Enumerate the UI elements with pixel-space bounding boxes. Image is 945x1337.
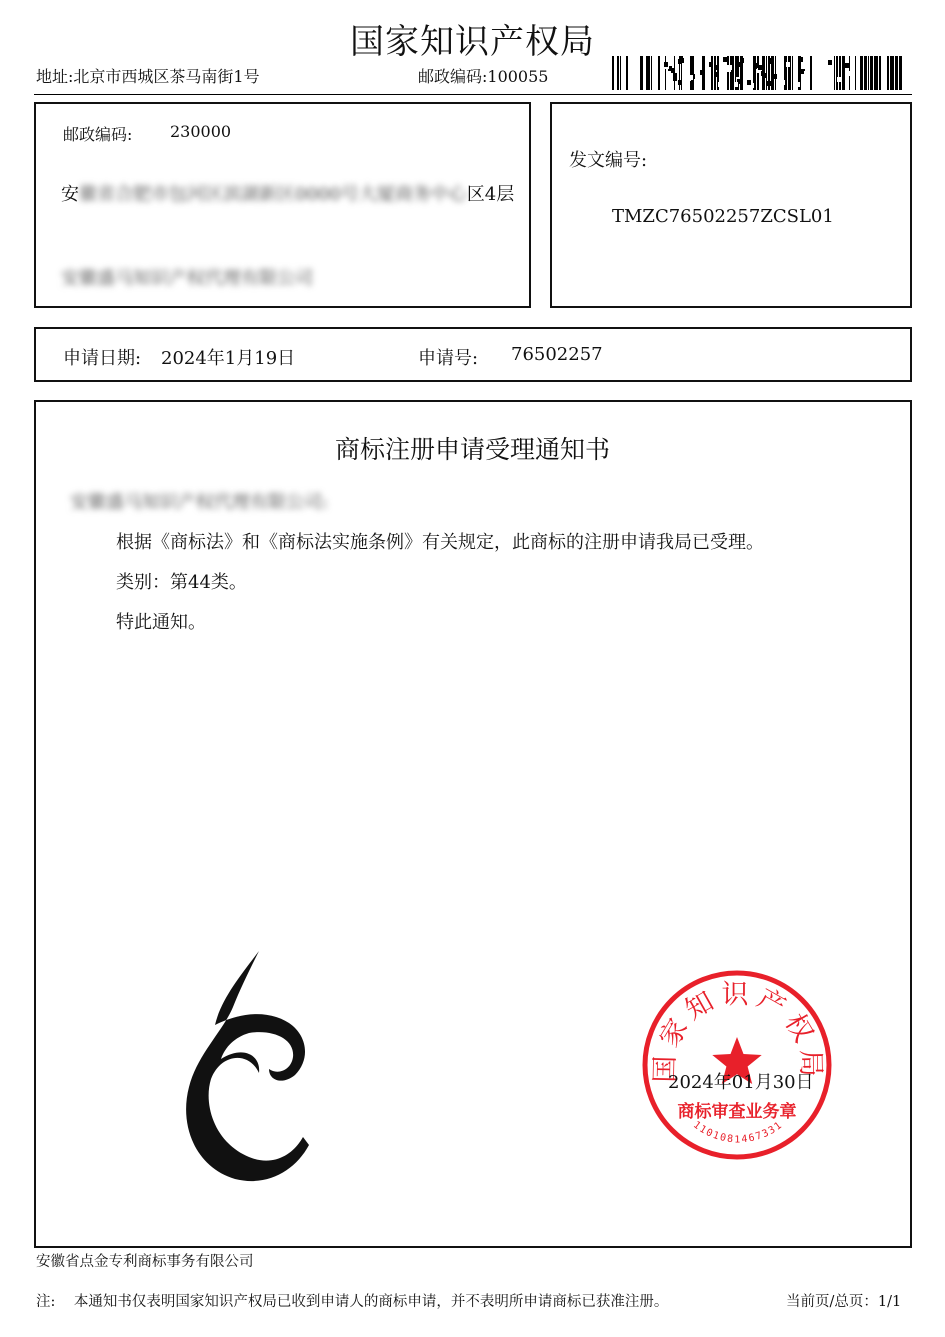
office-title: 国家知识产权局 xyxy=(350,22,595,62)
recipient-company-redacted: 安徽盛马知识产权代理有限公司 xyxy=(61,268,313,289)
page-indicator: 当前页/总页：1/1 xyxy=(786,1294,902,1310)
notice-closing-line: 特此通知。 xyxy=(116,612,206,633)
agency-name: 安徽省点金专利商标事务有限公司 xyxy=(36,1254,254,1270)
notice-heading: 商标注册申请受理通知书 xyxy=(334,435,610,464)
application-date-value: 2024年1月19日 xyxy=(161,348,296,369)
office-postcode: 邮政编码:100055 xyxy=(418,67,549,86)
application-number-label: 申请号: xyxy=(418,348,479,369)
application-date-label: 申请日期: xyxy=(63,348,142,369)
notice-date: 2024年01月30日 xyxy=(668,1072,814,1093)
recipient-postcode-value: 230000 xyxy=(170,122,232,141)
dispatch-label: 发文编号: xyxy=(569,150,648,171)
seal-serial: 1101081467331 xyxy=(690,1119,786,1146)
dispatch-box xyxy=(550,102,912,308)
application-info-box xyxy=(34,327,912,382)
notice-class-line: 类别：第44类。 xyxy=(116,572,247,593)
seal-arc-text: 国家知识产权局 xyxy=(649,979,827,1084)
footer-note: 注: 本通知书仅表明国家知识产权局已收到申请人的商标申请，并不表明所申请商标已获准注册。 xyxy=(36,1294,669,1310)
notice-box xyxy=(34,400,912,1248)
header-divider xyxy=(34,94,912,95)
recipient-address-redacted: 徽省合肥市包河区滨湖新区0000号大厦商务中心 xyxy=(79,184,467,205)
official-seal-image xyxy=(639,967,835,1163)
recipient-address: 安徽省合肥市包河区滨湖新区0000号大厦商务中心区4层 xyxy=(61,184,515,205)
recipient-postcode-label: 邮政编码: xyxy=(63,125,133,144)
application-number-value: 76502257 xyxy=(511,344,603,365)
trademark-logo-image xyxy=(171,947,321,1187)
svg-text:1101081467331 xyxy=(691,1119,785,1145)
seal-bottom-text: 商标审查业务章 xyxy=(677,1102,797,1122)
office-address: 地址:北京市西城区茶马南街1号 xyxy=(36,67,260,86)
notice-body-line1: 根据《商标法》和《商标法实施条例》有关规定，此商标的注册申请我局已受理。 xyxy=(116,532,764,553)
dispatch-number: TMZC76502257ZCSL01 xyxy=(612,206,834,227)
barcode-image xyxy=(612,56,908,90)
recipient-box xyxy=(34,102,531,308)
notice-applicant-redacted: 安徽盛马知识产权代理有限公司: xyxy=(70,492,329,513)
